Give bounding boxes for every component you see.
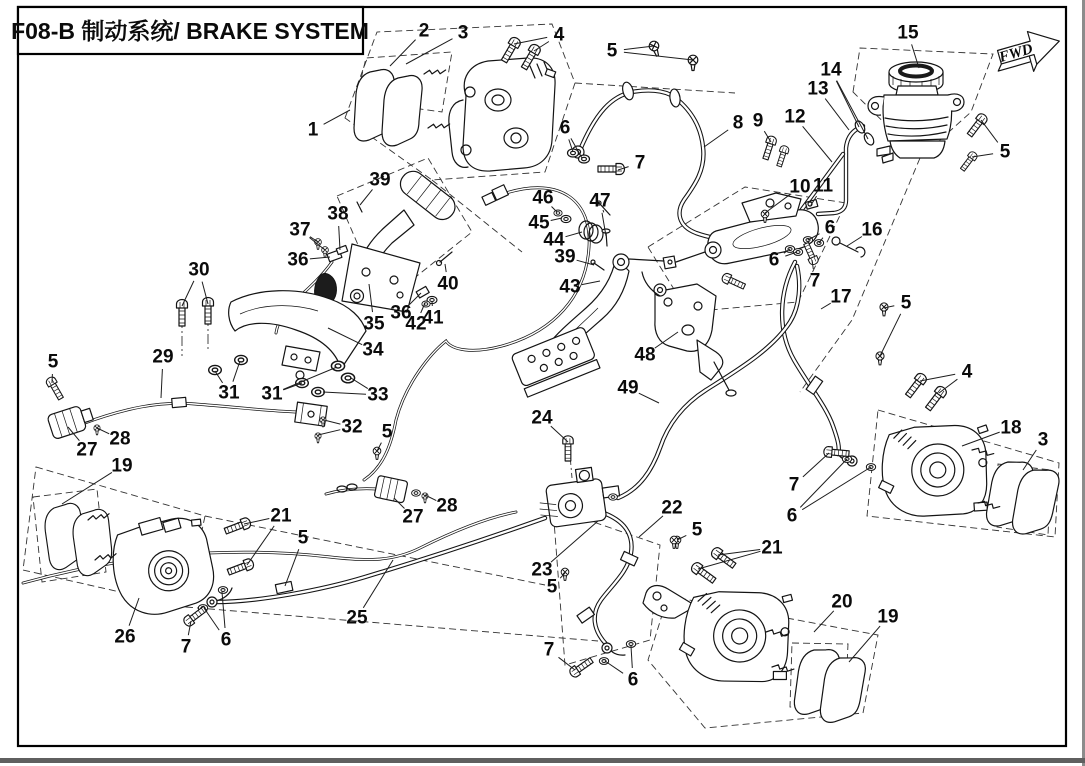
callout-5: 5	[999, 141, 1011, 163]
callout-7: 7	[809, 270, 821, 292]
callout-36: 36	[390, 302, 412, 324]
callout-3: 3	[457, 22, 469, 44]
callout-19: 19	[111, 455, 133, 477]
callout-31: 31	[218, 382, 240, 404]
callout-45: 45	[528, 212, 550, 234]
callout-10: 10	[789, 176, 811, 198]
callout-49: 49	[617, 377, 639, 399]
callout-29: 29	[152, 346, 174, 368]
callout-27: 27	[76, 439, 98, 461]
callout-19: 19	[877, 606, 899, 628]
callout-21: 21	[761, 537, 783, 559]
callout-5: 5	[47, 351, 59, 373]
callout-47: 47	[589, 190, 611, 212]
callout-23: 23	[531, 559, 553, 581]
callout-20: 20	[831, 591, 853, 613]
callout-18: 18	[1000, 417, 1022, 439]
callout-21: 21	[270, 505, 292, 527]
callout-7: 7	[180, 636, 192, 658]
callout-7: 7	[788, 474, 800, 496]
callout-17: 17	[830, 286, 852, 308]
callout-28: 28	[436, 495, 458, 517]
callout-39: 39	[369, 169, 391, 191]
callout-16: 16	[861, 219, 883, 241]
callout-2: 2	[418, 20, 430, 42]
callout-3: 3	[1037, 429, 1049, 451]
callout-5: 5	[297, 527, 309, 549]
callout-46: 46	[532, 187, 554, 209]
callout-41: 41	[422, 307, 444, 329]
callout-39: 39	[554, 246, 576, 268]
callout-30: 30	[188, 259, 210, 281]
callout-5: 5	[606, 40, 618, 62]
callout-6: 6	[220, 629, 232, 651]
callout-6: 6	[627, 669, 639, 691]
callout-9: 9	[752, 110, 764, 132]
callout-48: 48	[634, 344, 656, 366]
callout-4: 4	[961, 361, 973, 383]
window-edge-bottom	[0, 758, 1085, 763]
callout-31: 31	[261, 383, 283, 405]
callout-1: 1	[307, 119, 319, 141]
callout-25: 25	[346, 607, 368, 629]
callout-14: 14	[820, 59, 842, 81]
callout-5: 5	[546, 576, 558, 598]
page-title: F08-B 制动系统/ BRAKE SYSTEM	[11, 18, 369, 44]
callout-4: 4	[553, 24, 565, 46]
callout-24: 24	[531, 407, 553, 429]
callout-26: 26	[114, 626, 136, 648]
fwd-label: FWD	[997, 41, 1035, 66]
callout-28: 28	[109, 428, 131, 450]
callout-7: 7	[634, 152, 646, 174]
callout-27: 27	[402, 506, 424, 528]
callout-35: 35	[363, 313, 385, 335]
callout-34: 34	[362, 339, 384, 361]
callout-40: 40	[437, 273, 459, 295]
callout-13: 13	[807, 78, 829, 100]
callout-33: 33	[367, 384, 389, 406]
callout-5: 5	[691, 519, 703, 541]
callout-6: 6	[559, 117, 571, 139]
callout-22: 22	[661, 497, 683, 519]
callout-5: 5	[381, 421, 393, 443]
callout-11: 11	[812, 175, 834, 197]
callout-36: 36	[287, 249, 309, 271]
callout-38: 38	[327, 203, 349, 225]
callout-8: 8	[732, 112, 744, 134]
callout-6: 6	[786, 505, 798, 527]
callout-32: 32	[341, 416, 363, 438]
callout-12: 12	[784, 106, 806, 128]
callout-5: 5	[900, 292, 912, 314]
callout-44: 44	[543, 229, 565, 251]
callout-37: 37	[289, 219, 311, 241]
callout-6: 6	[824, 217, 836, 239]
callout-43: 43	[559, 276, 581, 298]
callout-42: 42	[405, 313, 427, 335]
callout-6: 6	[768, 249, 780, 271]
callout-7: 7	[543, 639, 555, 661]
callout-15: 15	[897, 22, 919, 44]
